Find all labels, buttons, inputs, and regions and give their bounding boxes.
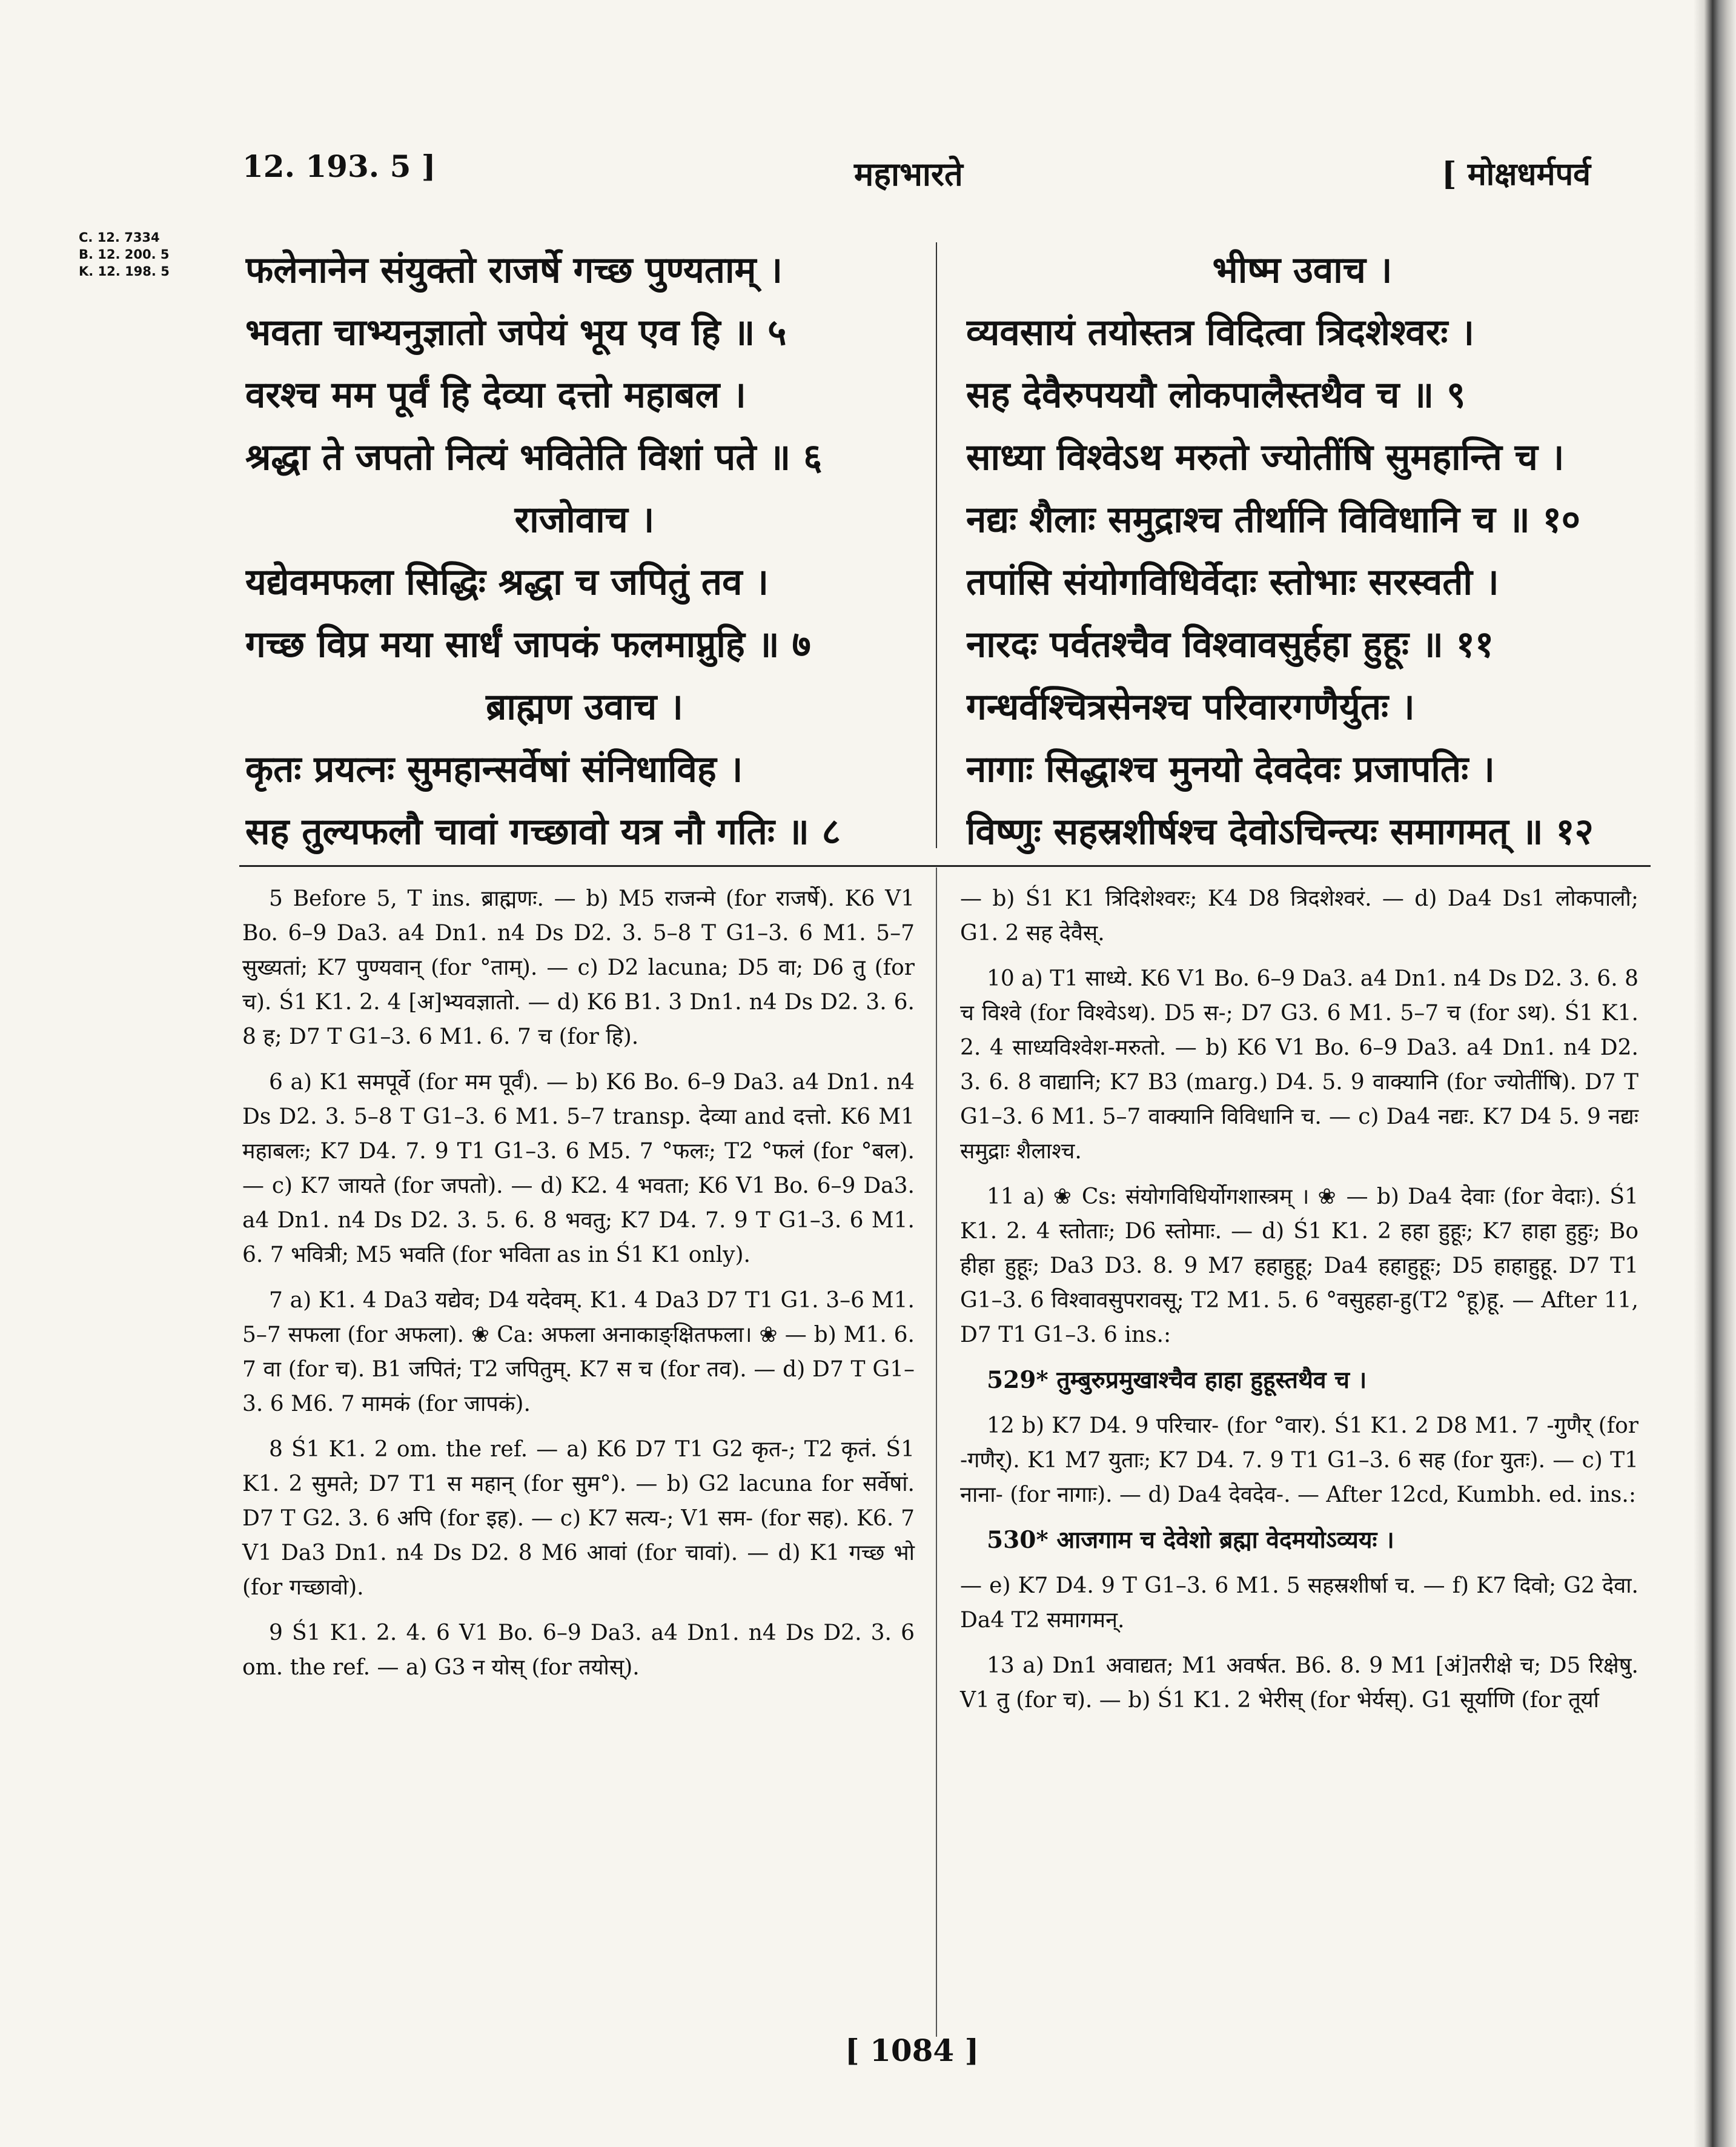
apparatus-note: 10 a) T1 साध्ये. K6 V1 Bo. 6–9 Da3. a4 Dn1. n4 Ds D2. 3. 6. 8 च विश्वे (for विश्वेऽथ). D5 स-; D7 G3. 6 M1. 5–7 च (for ऽथ). Ś1 K1. 2. 4 साध्यविश्वेश-मरुतो. — b) K6 V1 Bo. 6–9 Da3. a4 Dn1. n4 D2. 3. 6. 8 वाद्यानि; K7 B3 (marg.) D4. 5. 9 वाक्यानि (for ज्योतींषि). D7 T G1–3. 6 M1. 5–7 वाक्यानि विविधानि च. — c) Da4 नद्यः. K7 D4 5. 9 नद्यः समुद्राः शैलाश्च.: [960, 966, 1638, 1164]
concordance-k: K. 12. 198. 5: [79, 264, 170, 279]
apparatus-note: 6 a) K1 समपूर्वे (for मम पूर्वं). — b) K6 Bo. 6–9 Da3. a4 Dn1. n4 Ds D2. 3. 5–8 T G1–3. 6 M1. 5–7 transp. देव्या and दत्तो. K6 M1 महाबलः; K7 D4. 7. 9 T1 G1–3. 6 M5. 7 °फलः; T2 °फलं (for °बल). — c) K7 जायते (for जपतो). — d) K2. 4 भवता; K6 V1 Bo. 6–9 Da3. a4 Dn1. n4 Ds D2. 3. 5. 6. 8 भवतु; K7 D4. 7. 9 T G1–3. 6 M1. 6. 7 भवित्री; M5 भवति (for भविता as in Ś1 K1 only).: [242, 1070, 915, 1267]
apparatus-note: 7 a) K1. 4 Da3 यद्येव; D4 यदेवम्. K1. 4 Da3 D7 T1 G1. 3–6 M1. 5–7 सफला (for अफला). ❀ Ca: अफला अनाकाङ्क्षितफला। ❀ — b) M1. 6. 7 वा (for च). B1 जपितं; T2 जपितुम्. K7 स च (for तव). — d) D7 T G1–3. 6 M6. 7 मामकं (for जापकं).: [242, 1288, 915, 1416]
additional-passage: 529* तुम्बुरुप्रमुखाश्चैव हाहा हुहूस्तथैव च ।: [987, 1366, 1367, 1394]
apparatus-note: — e) K7 D4. 9 T G1–3. 6 M1. 5 सहस्रशीर्षा च. — f) K7 दिवो; G2 देवा. Da4 T2 समागमन्.: [960, 1573, 1638, 1633]
page-number: [ 1084 ]: [845, 2033, 979, 2068]
verse-line: श्रद्धा ते जपतो नित्यं भवितेति विशां पते ॥ ६: [245, 436, 823, 479]
verse-line: फलेनानेन संयुक्तो राजर्षे गच्छ पुण्यताम् ।: [245, 249, 783, 291]
verse-line: गन्धर्वश्चित्रसेनश्च परिवारगणैर्युतः ।: [966, 686, 1415, 728]
speaker-heading: राजोवाच ।: [514, 499, 655, 541]
apparatus-column-divider: [936, 868, 937, 2037]
verse-line: भवता चाभ्यनुज्ञातो जपेयं भूय एव हि ॥ ५: [245, 311, 787, 354]
apparatus-column-right: [960, 881, 1638, 1728]
scan-edge-shadow: [1694, 0, 1736, 2147]
speaker-heading: ब्राह्मण उवाच ।: [486, 686, 683, 728]
apparatus-note: — b) Ś1 K1 त्रिदिशेश्वरः; K4 D8 त्रिदशेश्वरं. — d) Da4 Ds1 लोकपालौ; G1. 2 सह देवैस्.: [960, 886, 1638, 946]
text-apparatus-rule: [239, 865, 1651, 867]
verse-line: नागाः सिद्धाश्च मुनयो देवदेवः प्रजापतिः ।: [966, 748, 1495, 791]
running-head-reference: 12. 193. 5 ]: [242, 148, 436, 184]
running-head-title: महाभारते: [854, 154, 963, 193]
verse-column-left: [245, 239, 924, 863]
running-head-section: [ मोक्षधर्मपर्व: [1442, 156, 1591, 193]
verse-line: नद्यः शैलाः समुद्राश्च तीर्थानि विविधानि च ॥ १०: [966, 499, 1580, 541]
apparatus-note: 11 a) ❀ Cs: संयोगविधिर्योगशास्त्रम् । ❀ — b) Da4 देवाः (for वेदाः). Ś1 K1. 2. 4 स्तोताः; D6 स्तोमाः. — d) Ś1 K1. 2 हहा हुहूः; K7 हाहा हुहुः; Bo हीहा हुहूः; Da3 D3. 8. 9 M7 हहाहुहू; Da4 हहाहुहूः; D5 हाहाहुहू. D7 T1 G1–3. 6 विश्वावसुपरावसू; T2 M1. 5. 6 °वसुहहा-हु(T2 °हू)हू. — After 11, D7 T1 G1–3. 6 ins.:: [960, 1184, 1638, 1347]
verse-line: साध्या विश्वेऽथ मरुतो ज्योतींषि सुमहान्ति च ।: [966, 436, 1565, 479]
verse-line: विष्णुः सहस्रशीर्षश्च देवोऽचिन्त्यः समागमत् ॥ १२: [966, 811, 1594, 853]
speaker-heading: भीष्म उवाच ।: [1212, 249, 1393, 291]
verse-line: कृतः प्रयत्नः सुमहान्सर्वेषां संनिधाविह ।: [245, 748, 743, 791]
apparatus-note: 5 Before 5, T ins. ब्राह्मणः. — b) M5 राजन्मे (for राजर्षे). K6 V1 Bo. 6–9 Da3. a4 Dn1. n4 Ds D2. 3. 5–8 T G1–3. 6 M1. 5–7 सुख्यतां; K7 पुण्यवान् (for °ताम्). — c) D2 lacuna; D5 वा; D6 तु (for च). Ś1 K1. 2. 4 [अ]भ्यवज्ञातो. — d) K6 B1. 3 Dn1. n4 Ds D2. 3. 6. 8 ह; D7 T G1–3. 6 M1. 6. 7 च (for हि).: [242, 886, 915, 1049]
apparatus-note: 13 a) Dn1 अवाद्यत; M1 अवर्षत. B6. 8. 9 M1 [अं]तरीक्षे च; D5 रिक्षेषु. V1 तु (for च). — b) Ś1 K1. 2 भेरीस् (for भेर्यस्). G1 सूर्याणि (for तूर्या: [960, 1653, 1638, 1713]
verse-column-right: [966, 239, 1638, 863]
concordance-references: [79, 229, 170, 280]
verse-line: सह देवैरुपययौ लोकपालैस्तथैव च ॥ ९: [966, 374, 1466, 416]
verse-column-divider: [936, 242, 937, 848]
verse-line: वरश्च मम पूर्वं हि देव्या दत्तो महाबल ।: [245, 374, 746, 416]
verse-line: नारदः पर्वतश्चैव विश्वावसुर्हहा हुहूः ॥ ११: [966, 623, 1494, 666]
apparatus-note: 8 Ś1 K1. 2 om. the ref. — a) K6 D7 T1 G2 कृत-; T2 कृतं. Ś1 K1. 2 सुमते; D7 T1 स महान् (for सुम°). — b) G2 lacuna for सर्वेषां. D7 T G2. 3. 6 अपि (for इह). — c) K7 सत्य-; V1 सम- (for सह). K6. 7 V1 Da3 Dn1. n4 Ds D2. 8 M6 आवां (for चावां). — d) K1 गच्छ भो (for गच्छावो).: [242, 1437, 915, 1600]
verse-line: तपांसि संयोगविधिर्वेदाः स्तोभाः सरस्वती ।: [966, 561, 1499, 603]
additional-passage: 530* आजगाम च देवेशो ब्रह्मा वेदमयोऽव्ययः ।: [987, 1526, 1394, 1554]
apparatus-column-left: [242, 881, 915, 1696]
apparatus-note: 9 Ś1 K1. 2. 4. 6 V1 Bo. 6–9 Da3. a4 Dn1. n4 Ds D2. 3. 6 om. the ref. — a) G3 न योस् (for तयोस्).: [242, 1621, 915, 1680]
verse-line: यद्येवमफला सिद्धिः श्रद्धा च जपितुं तव ।: [245, 561, 769, 603]
concordance-b: B. 12. 200. 5: [79, 247, 170, 262]
verse-line: व्यवसायं तयोस्तत्र विदित्वा त्रिदशेश्वरः ।: [966, 311, 1475, 354]
apparatus-note: 12 b) K7 D4. 9 परिचार- (for °वार). Ś1 K1. 2 D8 M1. 7 -गुणैर् (for -गणैर्). K1 M7 युताः; K7 D4. 7. 9 T1 G1–3. 6 सह (for युतः). — c) T1 नाना- (for नागाः). — d) Da4 देवदेव-. — After 12cd, Kumbh. ed. ins.:: [960, 1413, 1638, 1507]
verse-line: गच्छ विप्र मया सार्धं जापकं फलमाप्नुहि ॥ ७: [245, 623, 811, 666]
verse-line: सह तुल्यफलौ चावां गच्छावो यत्र नौ गतिः ॥ ८: [245, 811, 841, 853]
concordance-c: C. 12. 7334: [79, 230, 160, 245]
